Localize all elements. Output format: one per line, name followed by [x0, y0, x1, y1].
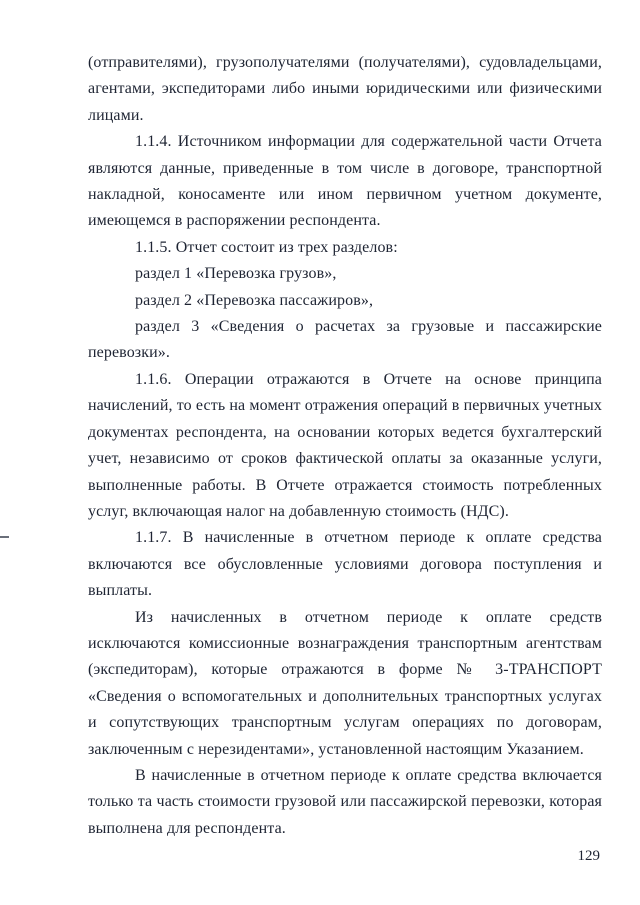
document-paragraph: (отправителями), грузополучателями (получателями), судовладельцами, агентами, экспедиторами либо иными юридическими или физическими лицами.: [88, 54, 602, 124]
document-paragraph: 1.1.4. Источником информации для содержательной части Отчета являются данные, приведенные в том числе в договоре, транспортной накладной, коносаменте или ином первичном учетном документе, имеющемся в распоряжении респондента.: [88, 133, 602, 230]
page-number: 129: [577, 848, 600, 864]
document-text-block: [88, 50, 602, 842]
document-paragraph: 1.1.7. В начисленные в отчетном периоде к оплате средства включаются все обусловленные условиями договора поступления и выплаты.: [88, 529, 602, 600]
document-paragraph: В начисленные в отчетном периоде к оплате средства включается только та часть стоимости грузовой или пассажирской перевозки, которая выполнена для респондента.: [88, 766, 602, 837]
document-paragraph: 1.1.6. Операции отражаются в Отчете на основе принципа начислений, то есть на момент отражения операций в первичных учетных документах респондента, на основании которых ведется бухгалтерский учет, независимо от сроков фактической оплаты за оказанные услуги, выполненные работы. В Отчете отражается стоимость потребленных услуг, включающая налог на добавленную стоимость (НДС).: [88, 370, 602, 520]
document-paragraph: 1.1.5. Отчет состоит из трех разделов:: [135, 238, 398, 256]
document-list-line: раздел 3 «Сведения о расчетах за грузовые и пассажирские перевозки».: [88, 318, 602, 362]
document-paragraph: Из начисленных в отчетном периоде к оплате средств исключаются комиссионные вознаграждения транспортным агентствам (экспедиторам), которые отражаются в форме № 3-ТРАНСПОРТ «Сведения о вспомогательных и дополнительных транспортных услугах и сопутствующих транспортным услугам операциях по договорам, заключенным с нерезидентами», установленной настоящим Указанием.: [88, 608, 602, 758]
document-list-line: раздел 1 «Перевозка грузов»,: [135, 265, 337, 283]
scan-artifact-mark: [0, 536, 9, 538]
document-list-line: раздел 2 «Перевозка пассажиров»,: [135, 291, 374, 309]
